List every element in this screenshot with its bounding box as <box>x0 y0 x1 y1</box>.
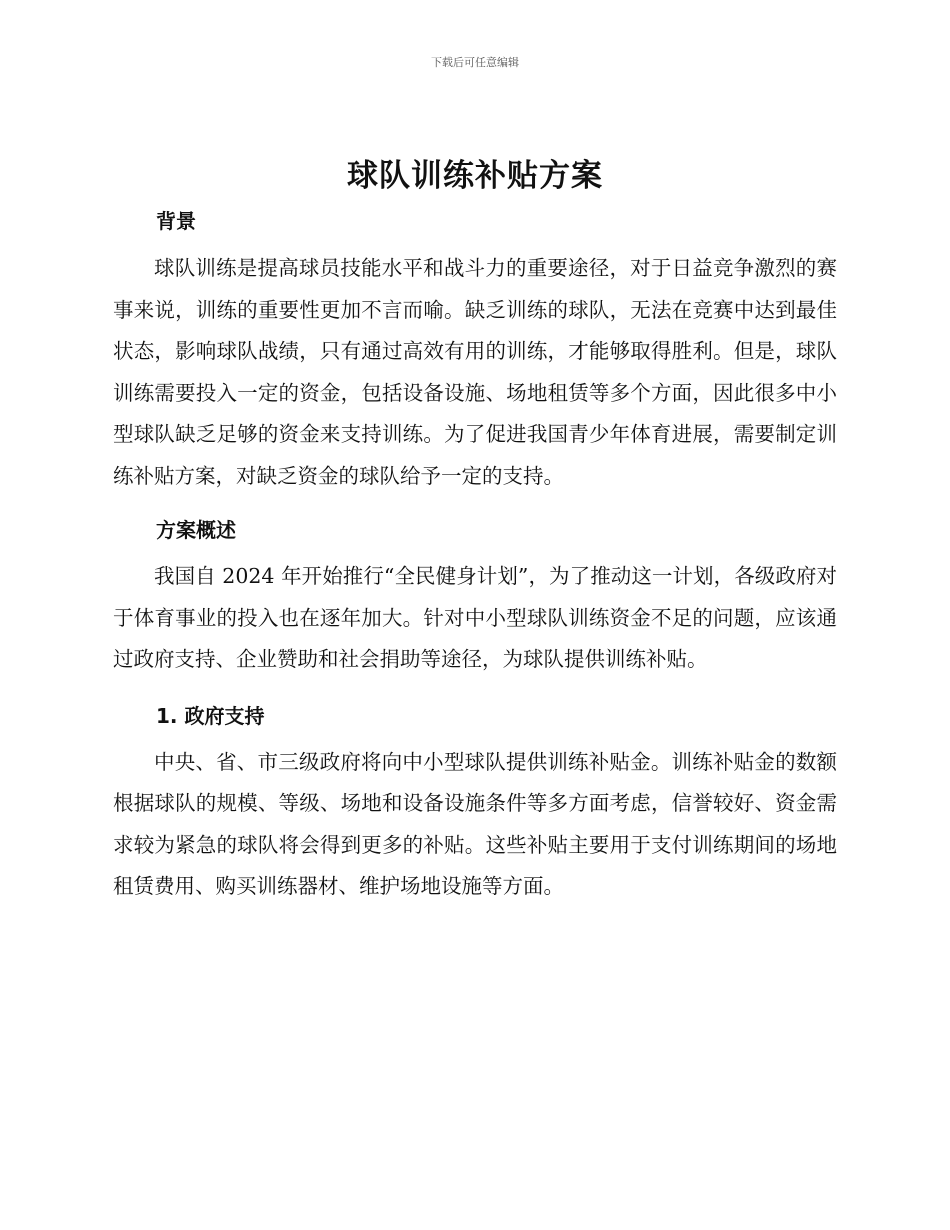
section-heading-background: 背景 <box>156 209 196 233</box>
document-body <box>113 206 837 908</box>
header-note: 下载后可任意编辑 <box>431 56 519 69</box>
section-heading-government-support: 1. 政府支持 <box>156 703 265 728</box>
section-heading-overview: 方案概述 <box>156 518 236 542</box>
document-title: 球队训练补贴方案 <box>347 158 603 194</box>
section-paragraph-overview: 我国自 2024 年开始推行“全民健身计划”，为了推动这一计划，各级政府对于体育事业的投入也在逐年加大。针对中小型球队训练资金不足的问题，应该通过政府支持、企业赞助和社会捐助等途径，为球队提供训练补贴。 <box>113 564 837 671</box>
section-paragraph-government-support: 中央、省、市三级政府将向中小型球队提供训练补贴金。训练补贴金的数额根据球队的规模、等级、场地和设备设施条件等多方面考虑，信誉较好、资金需求较为紧急的球队将会得到更多的补贴。这些补贴主要用于支付训练期间的场地租赁费用、购买训练器材、维护场地设施等方面。 <box>113 749 837 898</box>
section-paragraph-background: 球队训练是提高球员技能水平和战斗力的重要途径，对于日益竞争激烈的赛事来说，训练的重要性更加不言而喻。缺乏训练的球队，无法在竞赛中达到最佳状态，影响球队战绩，只有通过高效有用的训练，才能够取得胜利。但是，球队训练需要投入一定的资金，包括设备设施、场地租赁等多个方面，因此很多中小型球队缺乏足够的资金来支持训练。为了促进我国青少年体育进展，需要制定训练补贴方案，对缺乏资金的球队给予一定的支持。 <box>113 256 837 488</box>
